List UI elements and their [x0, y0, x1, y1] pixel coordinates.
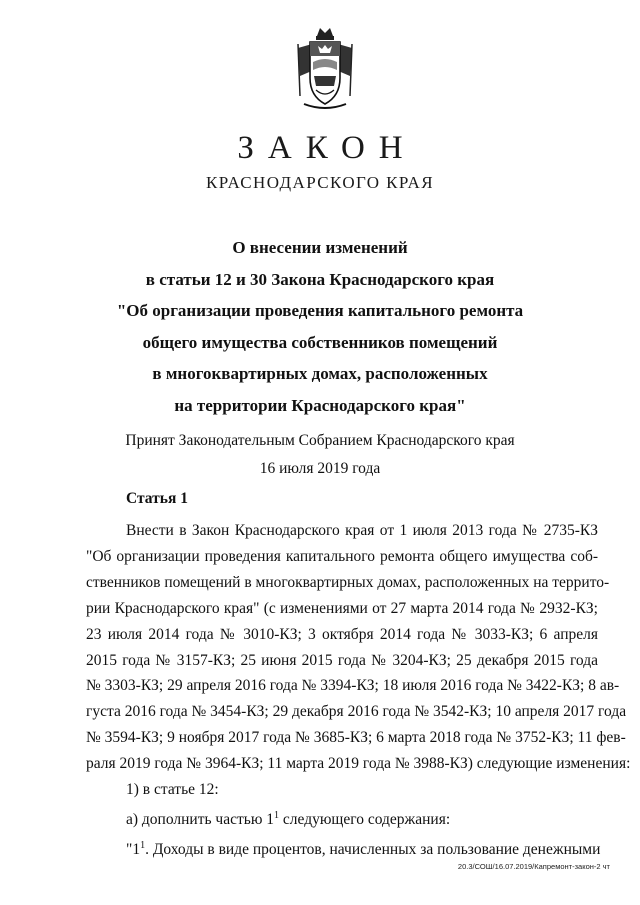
list-item-1: 1) в статье 12:	[126, 781, 219, 799]
text-line: рии Краснодарского края" (с изменениями от 27 марта 2014 года № 2932-КЗ;	[86, 599, 598, 617]
list-item-a	[86, 803, 598, 833]
item-a-text-tail: следующего содержания:	[279, 811, 451, 829]
title-line: в многоквартирных домах, расположенных	[152, 364, 488, 384]
title-line: О внесении изменений	[232, 238, 408, 257]
article-body	[86, 518, 631, 863]
adoption-date: 16 июля 2019 года	[259, 460, 381, 477]
krasnodar-coat-of-arms-icon	[292, 26, 358, 112]
text-line: раля 2019 года № 3964-КЗ; 11 марта 2019 года № 3988-КЗ) следующие изменения:	[86, 755, 631, 773]
title-line: общего имущества собственников помещений	[142, 332, 498, 352]
text-line: 23 июля 2014 года № 3010-КЗ; 3 октября 2014 года № 3033-КЗ; 6 апреля	[86, 625, 598, 643]
title-line: "Об организации проведения капитального ремонта	[116, 301, 524, 321]
quote-open: "1	[126, 841, 141, 859]
quoted-text	[86, 833, 601, 863]
text-line: № 3303-КЗ; 29 апреля 2016 года № 3394-КЗ; 18 июля 2016 года № 3422-КЗ; 8 ав-	[86, 677, 620, 695]
item-a-text: а) дополнить частью 1	[126, 811, 275, 829]
adoption-body: Принят Законодательным Собранием Краснодарского края	[125, 432, 515, 449]
article-heading: Статья 1	[126, 490, 188, 507]
text-line: ственников помещений в многоквартирных домах, расположенных на террито-	[86, 573, 610, 591]
text-line: Внести в Закон Краснодарского края от 1 июля 2013 года № 2735-КЗ	[126, 522, 598, 539]
text-line: 2015 года № 3157-КЗ; 25 июня 2015 года № 3204-КЗ; 25 декабря 2015 года	[86, 651, 598, 669]
document-code: 20.3/СОШ/16.07.2019/Капремонт-закон-2 чт	[457, 862, 610, 871]
quote-superscript: 1	[140, 840, 146, 852]
item-a-superscript: 1	[274, 809, 280, 821]
law-heading: ЗАКОН	[237, 130, 417, 166]
text-line: "Об организации проведения капитального ремонта общего имущества соб-	[86, 547, 598, 565]
text-line	[86, 833, 601, 863]
text-line: № 3594-КЗ; 9 ноября 2017 года № 3685-КЗ; 6 марта 2018 года № 3752-КЗ; 11 фев-	[86, 729, 626, 747]
law-region: КРАСНОДАРСКОГО КРАЯ	[206, 173, 434, 192]
text-line: густа 2016 года № 3454-КЗ; 29 декабря 2016 года № 3542-КЗ; 10 апреля 2017 года	[86, 703, 627, 721]
title-line: в статьи 12 и 30 Закона Краснодарского края	[145, 269, 495, 289]
quote-text: . Доходы в виде процентов, начисленных за пользование денежными	[145, 841, 601, 859]
law-title	[20, 232, 620, 422]
title-line: на территории Краснодарского края"	[174, 395, 466, 415]
adoption-note	[0, 427, 640, 483]
article-intro	[86, 518, 631, 777]
